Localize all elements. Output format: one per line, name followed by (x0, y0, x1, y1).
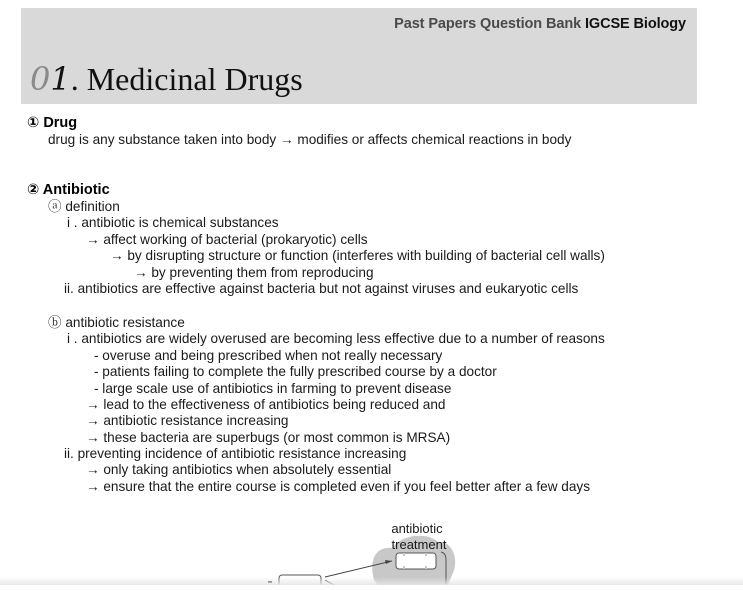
chapter-number-digit-2: 1 (50, 60, 71, 98)
antibiotic-treatment-diagram (0, 505, 743, 585)
subsection-title: antibiotic resistance (65, 315, 185, 330)
diagram-label-line1: antibiotic (391, 521, 443, 536)
header-subtitle-source: Past Papers Question Bank (394, 16, 582, 32)
resistance-line: - overuse and being prescribed when not really necessary (94, 348, 443, 363)
resistance-line: i . antibiotics are widely overused are becoming less effective due to a number of reasons (67, 331, 605, 346)
subsection-heading-resistance (48, 315, 185, 331)
resistance-line: - patients failing to complete the fully prescribed course by a doctor (94, 364, 497, 379)
definition-line: → affect working of bacterial (prokaryotic) cells (86, 232, 368, 247)
definition-line: → by disrupting structure or function (interferes with building of bacterial cell walls) (110, 248, 605, 263)
section-marker: ① (27, 115, 40, 131)
chapter-title: Medicinal Drugs (78, 61, 303, 97)
page-bottom-edge (0, 577, 743, 585)
chapter-number-digit-1: 0 (30, 60, 51, 98)
section-heading-drug (27, 115, 77, 131)
header-subtitle (394, 16, 686, 32)
resistance-line: → ensure that the entire course is completed even if you feel better after a few days (86, 479, 590, 494)
section-title: Drug (43, 115, 78, 131)
subsection-marker: ⓑ (48, 315, 62, 330)
header-subtitle-course: IGCSE Biology (584, 16, 686, 32)
drug-definition: drug is any substance taken into body → modifies or affects chemical reactions in body (48, 132, 572, 147)
resistance-line: → antibiotic resistance increasing (86, 413, 289, 428)
resistance-line: → lead to the effectiveness of antibiotics being reduced and (86, 397, 446, 412)
subsection-marker: ⓐ (48, 199, 62, 214)
definition-line: i . antibiotic is chemical substances (67, 215, 279, 230)
diagram-graphic (0, 505, 743, 585)
subsection-heading-definition (48, 199, 120, 215)
definition-line: ii. antibiotics are effective against bacteria but not against viruses and eukaryotic cells (64, 281, 579, 296)
resistance-line: → only taking antibiotics when absolutely essential (86, 462, 392, 477)
section-title: Antibiotic (42, 182, 110, 198)
section-heading-antibiotic (27, 182, 110, 198)
chapter-number-dot: . (70, 61, 79, 97)
resistance-line: → these bacteria are superbugs (or most common is MRSA) (86, 430, 451, 445)
resistance-line: - large scale use of antibiotics in farming to prevent disease (94, 381, 452, 396)
section-marker: ② (27, 182, 40, 198)
bacterium-icon (396, 553, 436, 569)
diagram-label-line2: treatment (391, 537, 447, 552)
subsection-title: definition (65, 199, 120, 214)
page-title (30, 60, 303, 98)
header-banner (21, 8, 697, 104)
resistance-line: ii. preventing incidence of antibiotic resistance increasing (64, 446, 407, 461)
definition-line: → by preventing them from reproducing (134, 265, 374, 280)
